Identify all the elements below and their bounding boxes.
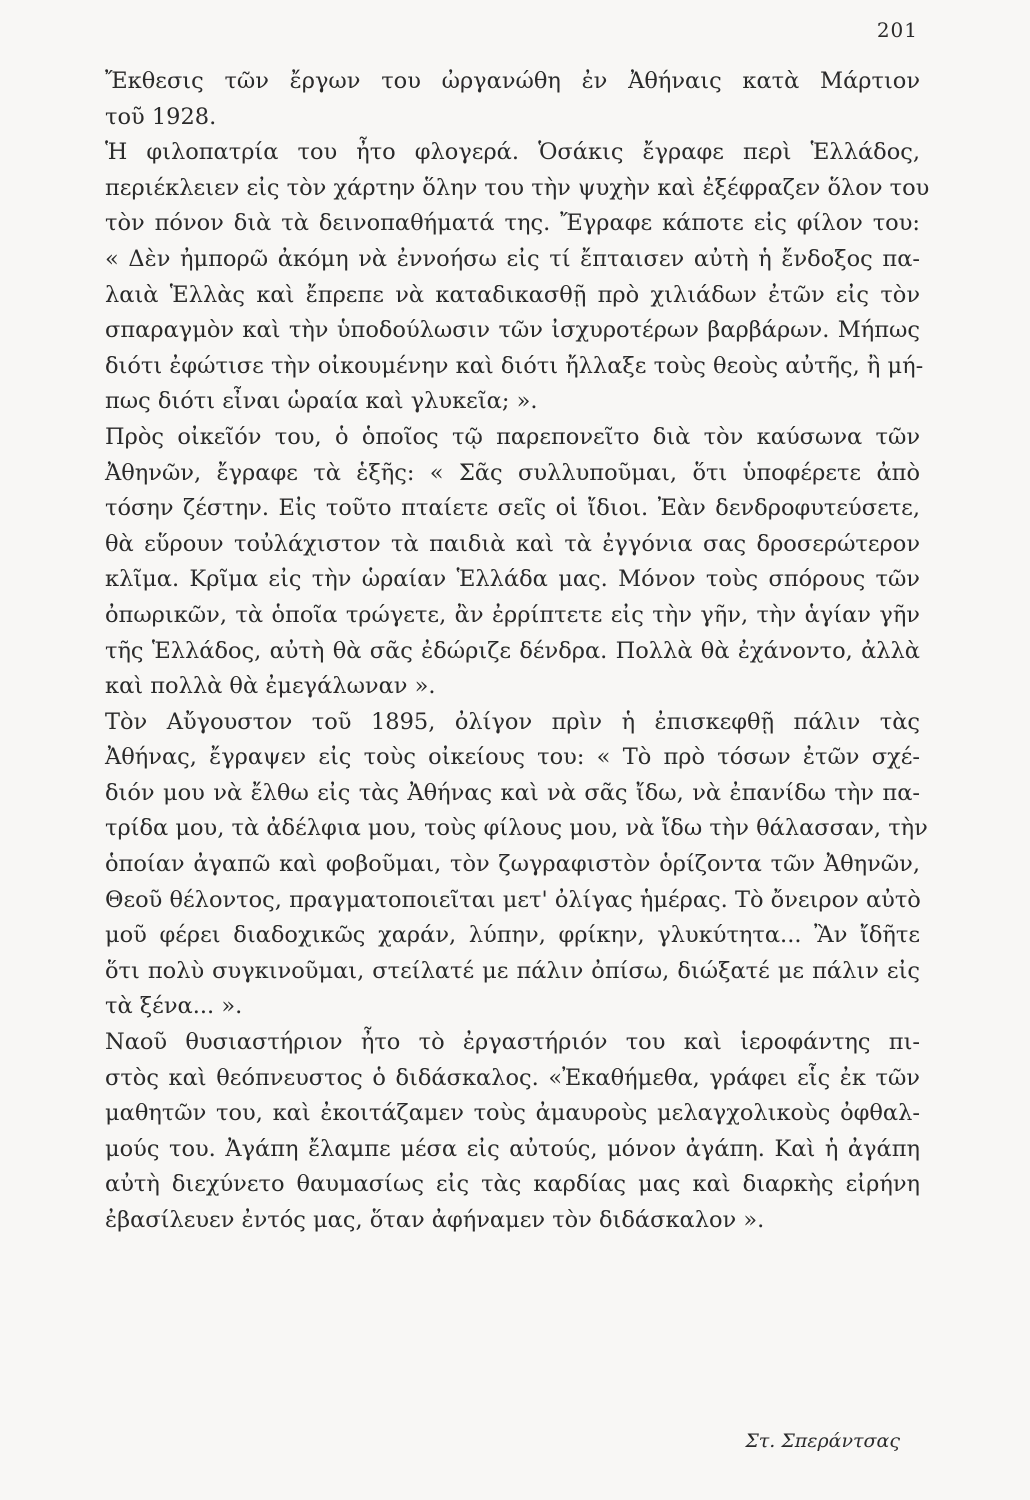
text-line: στὸς καὶ θεόπνευστος ὁ διδάσκαλος. «Ἐκαθήμεθα, γράφει εἷς ἐκ τῶν	[105, 1064, 920, 1091]
text-line: διότι ἐφώτισε τὴν οἰκουμένην καὶ διότι ἤλλαξε τοὺς θεοὺς αὐτῆς, ἢ μή-	[105, 352, 924, 379]
text-line: καὶ πολλὰ θὰ ἐμεγάλωναν ».	[105, 673, 436, 700]
text-line: Ναοῦ θυσιαστήριον ἦτο τὸ ἐργαστήριόν του καὶ ἱεροφάντης πι-	[105, 1029, 920, 1056]
text-line: Ἡ φιλοπατρία του ἦτο φλογερά. Ὁσάκις ἔγραφε περὶ Ἑλλάδος,	[105, 139, 920, 166]
text-line: τὰ ξένα... ».	[105, 993, 243, 1020]
text-line: ἐβασίλευεν ἐντός μας, ὅταν ἀφήναμεν τὸν διδάσκαλον ».	[105, 1207, 765, 1233]
text-line: τῆς Ἑλλάδος, αὐτὴ θὰ σᾶς ἐδώριζε δένδρα. Πολλὰ θὰ ἐχάνοντο, ἀλλὰ	[105, 637, 920, 664]
page-number: 201	[876, 18, 918, 42]
text-line: θὰ εὕρουν τοὐλάχιστον τὰ παιδιὰ καὶ τὰ ἐγγόνια σας δροσερώτερον	[105, 530, 920, 557]
paragraph	[105, 705, 928, 1025]
paragraph	[105, 420, 920, 705]
text-line: Ἔκθεσις τῶν ἔργων του ὠργανώθη ἐν Ἀθήναις κατὰ Μάρτιον	[105, 68, 920, 94]
text-line: ὅτι πολὺ συγκινοῦμαι, στείλατέ με πάλιν ὀπίσω, διώξατέ με πάλιν εἰς	[105, 957, 920, 984]
body-text	[105, 64, 930, 1239]
text-line: κλῖμα. Κρῖμα εἰς τὴν ὡραίαν Ἑλλάδα μας. Μόνον τοὺς σπόρους τῶν	[105, 566, 920, 593]
author-signature: Στ. Σπεράντσας	[745, 1430, 900, 1452]
text-line: « Δὲν ἠμπορῶ ἀκόμη νὰ ἐννοήσω εἰς τί ἔπταισεν αὐτὴ ἡ ἔνδοξος πα-	[105, 245, 920, 272]
text-line: λαιὰ Ἑλλὰς καὶ ἔπρεπε νὰ καταδικασθῇ πρὸ χιλιάδων ἐτῶν εἰς τὸν	[105, 281, 920, 308]
text-line: Τὸν Αὔγουστον τοῦ 1895, ὀλίγον πρὶν ἡ ἐπισκεφθῇ πάλιν τὰς	[105, 708, 920, 735]
text-line: τρίδα μου, τὰ ἀδέλφια μου, τοὺς φίλους μου, νὰ ἴδω τὴν θάλασσαν, τὴν	[105, 815, 928, 842]
text-line: μούς του. Ἀγάπη ἔλαμπε μέσα εἰς αὐτούς, μόνον ἀγάπη. Καὶ ἡ ἀγάπη	[105, 1135, 920, 1162]
text-line: τὸν πόνον διὰ τὰ δεινοπαθήματά της. Ἔγραφε κάποτε εἰς φίλον του:	[105, 210, 920, 237]
text-line: πως διότι εἶναι ὡραία καὶ γλυκεῖα; ».	[105, 388, 538, 415]
text-line: ὁποίαν ἀγαπῶ καὶ φοβοῦμαι, τὸν ζωγραφιστὸν ὁρίζοντα τῶν Ἀθηνῶν,	[105, 851, 920, 878]
text-line: Πρὸς οἰκεῖόν του, ὁ ὁποῖος τῷ παρεπονεῖτο διὰ τὸν καύσωνα τῶν	[105, 423, 920, 450]
text-line: αὐτὴ διεχύνετο θαυμασίως εἰς τὰς καρδίας μας καὶ διαρκὴς εἰρήνη	[105, 1171, 920, 1198]
text-line: μοῦ φέρει διαδοχικῶς χαράν, λύπην, φρίκην, γλυκύτητα... Ἂν ἴδῆτε	[105, 922, 920, 949]
text-line: τοῦ 1928.	[105, 103, 217, 130]
text-line: περιέκλειεν εἰς τὸν χάρτην ὅλην του τὴν ψυχὴν καὶ ἐξέφραζεν ὅλον του	[105, 174, 930, 201]
paragraph	[105, 1025, 920, 1239]
text-line: τόσην ζέστην. Εἰς τοῦτο πταίετε σεῖς οἱ ἴδιοι. Ἐὰν δενδροφυτεύσετε,	[105, 495, 920, 522]
text-line: Ἀθήνας, ἔγραψεν εἰς τοὺς οἰκείους του: « Τὸ πρὸ τόσων ἐτῶν σχέ-	[105, 744, 920, 771]
paragraph	[105, 64, 920, 135]
text-line: Ἀθηνῶν, ἔγραφε τὰ ἑξῆς: « Σᾶς συλλυποῦμαι, ὅτι ὑποφέρετε ἀπὸ	[105, 459, 920, 486]
text-line: σπαραγμὸν καὶ τὴν ὑποδούλωσιν τῶν ἰσχυροτέρων βαρβάρων. Μήπως	[105, 317, 920, 344]
text-line: διόν μου νὰ ἔλθω εἰς τὰς Ἀθήνας καὶ νὰ σᾶς ἴδω, νὰ ἐπανίδω τὴν πα-	[105, 779, 920, 806]
text-line: ὀπωρικῶν, τὰ ὁποῖα τρώγετε, ἂν ἐρρίπτετε εἰς τὴν γῆν, τὴν ἁγίαν γῆν	[105, 601, 920, 628]
text-line: μαθητῶν του, καὶ ἐκοιτάζαμεν τοὺς ἀμαυροὺς μελαγχολικοὺς ὀφθαλ-	[105, 1100, 920, 1127]
text-line: Θεοῦ θέλοντος, πραγματοποιεῖται μετ' ὀλίγας ἡμέρας. Τὸ ὄνειρον αὐτὸ	[105, 886, 921, 913]
paragraph	[105, 135, 930, 420]
